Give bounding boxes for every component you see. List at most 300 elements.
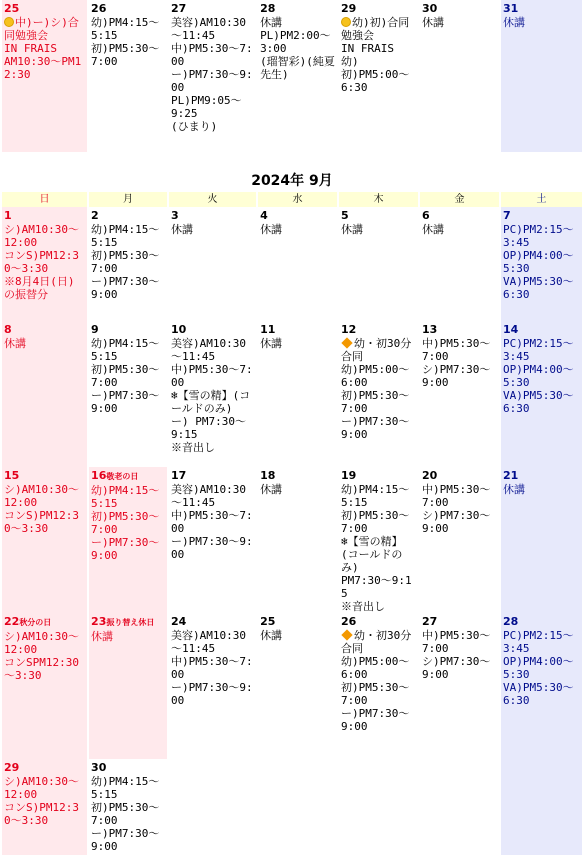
day-number-text: 9 xyxy=(91,323,99,336)
schedule-text: コンS)PM12:30～3:30 xyxy=(4,249,79,275)
schedule-text: 初)PM5:30～7:00 xyxy=(91,510,160,536)
day-number-text: 6 xyxy=(422,209,430,222)
schedule-text: 幼)PM5:00～6:00 xyxy=(341,363,410,389)
day-number-text: 8 xyxy=(4,323,12,336)
schedule-text: 休講 xyxy=(260,629,283,642)
schedule-line xyxy=(422,509,497,535)
schedule-text: コンS)PM12:30～3:30 xyxy=(4,509,79,535)
sunflower-icon xyxy=(4,17,14,27)
day-number xyxy=(91,467,165,484)
schedule-line xyxy=(91,275,165,301)
schedule-line xyxy=(260,16,335,29)
day-number-text: 1 xyxy=(4,209,12,222)
day-number xyxy=(171,613,254,629)
calendar-day-cell xyxy=(258,0,337,152)
schedule-text: OP)PM4:00～5:30 xyxy=(502,655,574,681)
calendar-day-cell xyxy=(89,759,167,855)
day-number xyxy=(422,321,497,337)
day-number xyxy=(260,467,335,483)
day-number-text: 14 xyxy=(502,323,519,336)
calendar-day-cell xyxy=(339,467,418,613)
day-number xyxy=(503,207,580,223)
calendar-day-cell xyxy=(169,0,256,152)
orange-diamond-icon xyxy=(341,629,352,640)
schedule-line xyxy=(503,681,580,707)
calendar-day-cell xyxy=(89,613,167,759)
schedule-line xyxy=(260,223,335,236)
calendar-week-row xyxy=(2,207,582,321)
schedule-line xyxy=(4,16,85,42)
calendar-day-cell xyxy=(2,0,87,152)
schedule-text: 休講 xyxy=(4,337,26,350)
schedule-text: 美容)AM10:30～11:45 xyxy=(171,16,246,42)
schedule-text: 初)PM5:30～7:00 xyxy=(341,389,410,415)
day-number xyxy=(341,0,416,16)
day-number-text: 3 xyxy=(171,209,179,222)
schedule-line xyxy=(171,389,254,415)
schedule-line xyxy=(503,655,580,681)
schedule-line xyxy=(4,223,85,249)
schedule-line xyxy=(91,801,165,827)
day-number-text: 11 xyxy=(260,323,276,336)
schedule-text: 休講 xyxy=(502,16,525,29)
calendar-day-cell xyxy=(2,759,87,855)
previous-month-last-week xyxy=(0,0,584,152)
schedule-line xyxy=(171,509,254,535)
day-number xyxy=(91,207,165,223)
schedule-line xyxy=(171,68,254,94)
schedule-line xyxy=(503,249,580,275)
day-number xyxy=(4,467,85,483)
schedule-line xyxy=(4,249,85,275)
schedule-line xyxy=(91,536,165,562)
schedule-text: ー) PM7:30～9:15 xyxy=(171,415,246,441)
day-number-text: 27 xyxy=(171,2,187,15)
schedule-line xyxy=(422,16,497,29)
schedule-text: 中)PM5:30～7:00 xyxy=(171,509,253,535)
schedule-line xyxy=(341,574,416,600)
schedule-line xyxy=(171,42,254,68)
calendar-day-cell xyxy=(2,207,87,321)
calendar-day-cell xyxy=(2,613,87,759)
schedule-text: シ)AM10:30～12:00 xyxy=(4,775,79,801)
schedule-line xyxy=(503,223,580,249)
schedule-text: 初)PM5:30～7:00 xyxy=(91,42,160,68)
schedule-text: ❄【雪の精】(コールドのみ) xyxy=(341,535,403,574)
day-number-text: 2 xyxy=(91,209,99,222)
schedule-line xyxy=(171,655,254,681)
schedule-line xyxy=(91,827,165,853)
schedule-text: ❄【雪の精】(コールドのみ) xyxy=(171,389,251,415)
schedule-line xyxy=(171,629,254,655)
weekday-header xyxy=(2,192,582,207)
schedule-text: (瑠智彩)(純夏先生) xyxy=(260,55,335,81)
schedule-text: 中)PM5:30～7:00 xyxy=(422,629,491,655)
day-number xyxy=(260,613,335,629)
calendar-day-cell xyxy=(258,207,337,321)
calendar-day-cell xyxy=(420,0,499,152)
day-number-text: 29 xyxy=(4,761,20,774)
calendar-day-cell xyxy=(420,613,499,759)
calendar-day-cell xyxy=(258,321,337,467)
schedule-line xyxy=(341,363,416,389)
schedule-text: 休講 xyxy=(422,223,444,236)
calendar-day-cell xyxy=(89,321,167,467)
schedule-text: 休講 xyxy=(171,223,193,236)
schedule-line xyxy=(503,363,580,389)
schedule-text: 初)PM5:30～7:00 xyxy=(91,249,160,275)
schedule-line xyxy=(503,483,580,496)
day-number-text: 27 xyxy=(422,615,438,628)
orange-diamond-icon xyxy=(341,337,352,348)
calendar-day-cell xyxy=(339,321,418,467)
schedule-line xyxy=(171,16,254,42)
day-number xyxy=(260,207,335,223)
schedule-text: IN FRAIS xyxy=(341,42,395,55)
schedule-line xyxy=(91,337,165,363)
schedule-text: ※8月4日(日)の振替分 xyxy=(4,275,75,301)
day-number-text: 7 xyxy=(502,209,511,222)
day-number-text: 12 xyxy=(341,323,357,336)
day-number xyxy=(503,613,580,629)
schedule-line xyxy=(4,42,85,55)
schedule-line xyxy=(91,363,165,389)
day-number-text: 29 xyxy=(341,2,357,15)
schedule-line xyxy=(91,16,165,42)
weekday-label: 日 xyxy=(2,192,87,207)
day-number-text: 4 xyxy=(260,209,268,222)
calendar-day-cell xyxy=(169,207,256,321)
calendar-day-cell xyxy=(169,321,256,467)
schedule-text: 休講 xyxy=(260,223,283,236)
day-number xyxy=(422,613,497,629)
schedule-line xyxy=(503,629,580,655)
schedule-text: 中)PM5:30～7:00 xyxy=(171,42,253,68)
schedule-text: 幼)PM4:15～5:15 xyxy=(91,484,160,510)
schedule-text: 休講 xyxy=(260,16,283,29)
schedule-text: 美容)AM10:30～11:45 xyxy=(171,337,246,363)
schedule-line xyxy=(171,483,254,509)
schedule-line xyxy=(91,42,165,68)
day-number-text: 10 xyxy=(171,323,187,336)
calendar-day-cell xyxy=(89,207,167,321)
schedule-line xyxy=(91,223,165,249)
schedule-text: PM7:30～9:15 xyxy=(341,574,412,600)
schedule-line xyxy=(91,775,165,801)
schedule-text: ー)PM7:30～9:00 xyxy=(341,707,410,733)
schedule-line xyxy=(171,681,254,707)
schedule-text: シ)PM7:30～9:00 xyxy=(422,509,491,535)
schedule-text: 休講 xyxy=(91,630,114,643)
schedule-line xyxy=(422,223,497,236)
day-number-text: 28 xyxy=(260,2,276,15)
schedule-text: OP)PM4:00～5:30 xyxy=(502,249,574,275)
schedule-line xyxy=(4,509,85,535)
schedule-line xyxy=(341,509,416,535)
calendar-day-cell xyxy=(501,613,582,759)
calendar-week-row xyxy=(2,759,582,855)
schedule-text: PL)PM2:00～3:00 xyxy=(260,29,331,55)
schedule-line xyxy=(341,389,416,415)
schedule-text: 幼)PM5:00～6:00 xyxy=(341,655,410,681)
schedule-line xyxy=(4,801,85,827)
schedule-text: ー)PM7:30～9:00 xyxy=(91,536,160,562)
day-number xyxy=(341,207,416,223)
day-number xyxy=(4,0,85,16)
schedule-text: 幼・初30分合同 xyxy=(341,337,412,363)
schedule-text: 幼)PM4:15～5:15 xyxy=(91,16,160,42)
schedule-line xyxy=(4,630,85,656)
schedule-text: 初)PM5:00～6:30 xyxy=(341,68,410,94)
schedule-text: 休講 xyxy=(260,483,283,496)
schedule-text: PC)PM2:15～3:45 xyxy=(502,337,574,363)
schedule-text: 休講 xyxy=(502,483,525,496)
schedule-line xyxy=(4,656,85,682)
schedule-line xyxy=(4,775,85,801)
schedule-text: IN FRAIS xyxy=(4,42,57,55)
schedule-line xyxy=(171,415,254,441)
schedule-text: VA)PM5:30～6:30 xyxy=(502,275,574,301)
day-number-text: 19 xyxy=(341,469,357,482)
day-number-text: 28 xyxy=(502,615,519,628)
schedule-line xyxy=(341,337,416,363)
day-number xyxy=(171,207,254,223)
schedule-text: 初)PM5:30～7:00 xyxy=(341,681,410,707)
day-number-text: 25 xyxy=(4,2,20,15)
holiday-name: 秋分の日 xyxy=(19,618,52,627)
schedule-text: コンS)PM12:30～3:30 xyxy=(4,801,79,827)
schedule-text: 美容)AM10:30～11:45 xyxy=(171,629,246,655)
calendar-day-cell xyxy=(2,467,87,613)
day-number-text: 17 xyxy=(171,469,187,482)
calendar-day-cell xyxy=(339,207,418,321)
day-number xyxy=(4,759,85,775)
schedule-text: シ)PM7:30～9:00 xyxy=(422,655,491,681)
day-number-text: 5 xyxy=(341,209,349,222)
calendar-week-row xyxy=(2,613,582,759)
weekday-label: 水 xyxy=(258,192,337,207)
schedule-text: 休講 xyxy=(341,223,364,236)
day-number xyxy=(4,613,85,630)
day-number xyxy=(4,207,85,223)
calendar-day-cell xyxy=(169,613,256,759)
day-number xyxy=(260,0,335,16)
day-number xyxy=(260,321,335,337)
calendar-day-cell xyxy=(420,321,499,467)
schedule-line xyxy=(503,275,580,301)
calendar-day-cell xyxy=(258,759,337,855)
schedule-line xyxy=(341,415,416,441)
schedule-text: 中)PM5:30～7:00 xyxy=(171,363,253,389)
weekday-label: 金 xyxy=(420,192,499,207)
schedule-line xyxy=(503,16,580,29)
schedule-text: 中)ー)シ)合同勉強会 xyxy=(4,16,79,42)
schedule-text: シ)AM10:30～12:00 xyxy=(4,223,79,249)
day-number xyxy=(341,321,416,337)
day-number xyxy=(422,467,497,483)
schedule-line xyxy=(341,600,416,613)
schedule-line xyxy=(341,223,416,236)
calendar-day-cell xyxy=(169,467,256,613)
schedule-text: ※音出し xyxy=(341,600,386,613)
schedule-line xyxy=(4,337,85,350)
schedule-text: 中)PM5:30～7:00 xyxy=(171,655,253,681)
schedule-text: 初)PM5:30～7:00 xyxy=(91,363,160,389)
schedule-text: ー)PM7:30～9:00 xyxy=(91,275,160,301)
weekday-label: 火 xyxy=(169,192,256,207)
day-number-text: 22 xyxy=(4,615,20,628)
schedule-text: ー)PM7:30～9:00 xyxy=(171,68,253,94)
schedule-line xyxy=(91,510,165,536)
schedule-line xyxy=(171,363,254,389)
schedule-text: 幼)PM4:15～5:15 xyxy=(341,483,410,509)
schedule-line xyxy=(91,484,165,510)
schedule-line xyxy=(341,483,416,509)
schedule-text: コンSPM12:30～3:30 xyxy=(4,656,79,682)
schedule-text: VA)PM5:30～6:30 xyxy=(502,389,574,415)
schedule-text: 休講 xyxy=(260,337,283,350)
schedule-text: ー)PM7:30～9:00 xyxy=(91,827,160,853)
day-number xyxy=(341,613,416,629)
schedule-line xyxy=(4,483,85,509)
schedule-text: 中)PM5:30～7:00 xyxy=(422,337,491,363)
schedule-line xyxy=(422,655,497,681)
day-number xyxy=(503,467,580,483)
day-number-text: 16 xyxy=(91,469,107,482)
schedule-line xyxy=(260,29,335,55)
schedule-line xyxy=(260,629,335,642)
day-number xyxy=(91,0,165,16)
schedule-text: 幼)PM4:15～5:15 xyxy=(91,223,160,249)
day-number-text: 25 xyxy=(260,615,276,628)
schedule-line xyxy=(171,441,254,454)
day-number xyxy=(91,613,165,630)
schedule-text: PC)PM2:15～3:45 xyxy=(502,629,574,655)
calendar-day-cell xyxy=(169,759,256,855)
day-number xyxy=(341,467,416,483)
day-number xyxy=(171,0,254,16)
schedule-line xyxy=(422,483,497,509)
calendar-day-cell xyxy=(501,321,582,467)
weekday-label: 土 xyxy=(501,192,582,207)
schedule-line xyxy=(260,55,335,81)
schedule-line xyxy=(91,630,165,643)
day-number-text: 24 xyxy=(171,615,187,628)
schedule-line xyxy=(171,535,254,561)
schedule-text: シ)PM7:30～9:00 xyxy=(422,363,491,389)
schedule-line xyxy=(422,629,497,655)
calendar-day-cell xyxy=(258,467,337,613)
schedule-text: 幼)初)合同勉強会 xyxy=(341,16,410,42)
calendar-day-cell xyxy=(89,467,167,613)
schedule-line xyxy=(341,707,416,733)
calendar-day-cell xyxy=(339,759,418,855)
schedule-text: 幼・初30分合同 xyxy=(341,629,412,655)
day-number xyxy=(4,321,85,337)
day-number-text: 18 xyxy=(260,469,276,482)
day-number xyxy=(171,321,254,337)
schedule-text: PC)PM2:15～3:45 xyxy=(502,223,574,249)
schedule-line xyxy=(503,389,580,415)
schedule-text: 幼)PM4:15～5:15 xyxy=(91,775,160,801)
weekday-label: 木 xyxy=(339,192,418,207)
day-number xyxy=(422,0,497,16)
day-number-text: 30 xyxy=(91,761,107,774)
calendar-day-cell xyxy=(501,759,582,855)
day-number xyxy=(422,207,497,223)
day-number-text: 20 xyxy=(422,469,438,482)
schedule-line xyxy=(503,337,580,363)
calendar-day-cell xyxy=(2,321,87,467)
schedule-line xyxy=(422,337,497,363)
calendar-day-cell xyxy=(89,0,167,152)
schedule-line xyxy=(171,223,254,236)
schedule-line xyxy=(171,120,254,133)
month-title: 2024年 9月 xyxy=(251,173,333,189)
schedule-line xyxy=(260,483,335,496)
schedule-text: ※音出し xyxy=(171,441,215,454)
schedule-text: シ)AM10:30～12:00 xyxy=(4,483,79,509)
day-number xyxy=(91,321,165,337)
schedule-line xyxy=(171,94,254,120)
schedule-line xyxy=(422,363,497,389)
schedule-text: 幼) xyxy=(341,55,359,68)
schedule-line xyxy=(341,535,416,574)
calendar-week-row xyxy=(2,467,582,613)
holiday-name: 振り替え休日 xyxy=(106,618,155,627)
schedule-line xyxy=(341,681,416,707)
schedule-line xyxy=(341,16,416,42)
holiday-name: 敬老の日 xyxy=(106,472,139,481)
schedule-text: 初)PM5:30～7:00 xyxy=(341,509,410,535)
calendar-day-cell xyxy=(420,467,499,613)
schedule-line xyxy=(91,249,165,275)
schedule-text: ー)PM7:30～9:00 xyxy=(171,681,253,707)
day-number-text: 15 xyxy=(4,469,20,482)
schedule-line xyxy=(260,337,335,350)
weekday-label: 月 xyxy=(89,192,167,207)
day-number-text: 21 xyxy=(502,469,519,482)
schedule-line xyxy=(341,655,416,681)
schedule-text: 中)PM5:30～7:00 xyxy=(422,483,491,509)
schedule-line xyxy=(341,55,416,68)
calendar-day-cell xyxy=(501,207,582,321)
schedule-text: 休講 xyxy=(422,16,444,29)
day-number xyxy=(503,0,580,16)
schedule-line xyxy=(341,42,416,55)
schedule-text: ー)PM7:30～9:00 xyxy=(341,415,410,441)
schedule-line xyxy=(171,337,254,363)
day-number-text: 26 xyxy=(91,2,107,15)
schedule-line xyxy=(4,275,85,301)
calendar-day-cell xyxy=(420,759,499,855)
schedule-line xyxy=(341,629,416,655)
month-calendar xyxy=(0,192,584,855)
day-number-text: 26 xyxy=(341,615,357,628)
day-number-text: 31 xyxy=(502,2,519,15)
schedule-line xyxy=(91,389,165,415)
schedule-text: シ)AM10:30～12:00 xyxy=(4,630,79,656)
schedule-text: 幼)PM4:15～5:15 xyxy=(91,337,160,363)
schedule-line xyxy=(4,55,85,81)
calendar-week-row xyxy=(2,321,582,467)
day-number-text: 13 xyxy=(422,323,438,336)
day-number-text: 30 xyxy=(422,2,438,15)
calendar-day-cell xyxy=(420,207,499,321)
schedule-line xyxy=(341,68,416,94)
day-number xyxy=(91,759,165,775)
schedule-text: AM10:30～PM12:30 xyxy=(4,55,82,81)
